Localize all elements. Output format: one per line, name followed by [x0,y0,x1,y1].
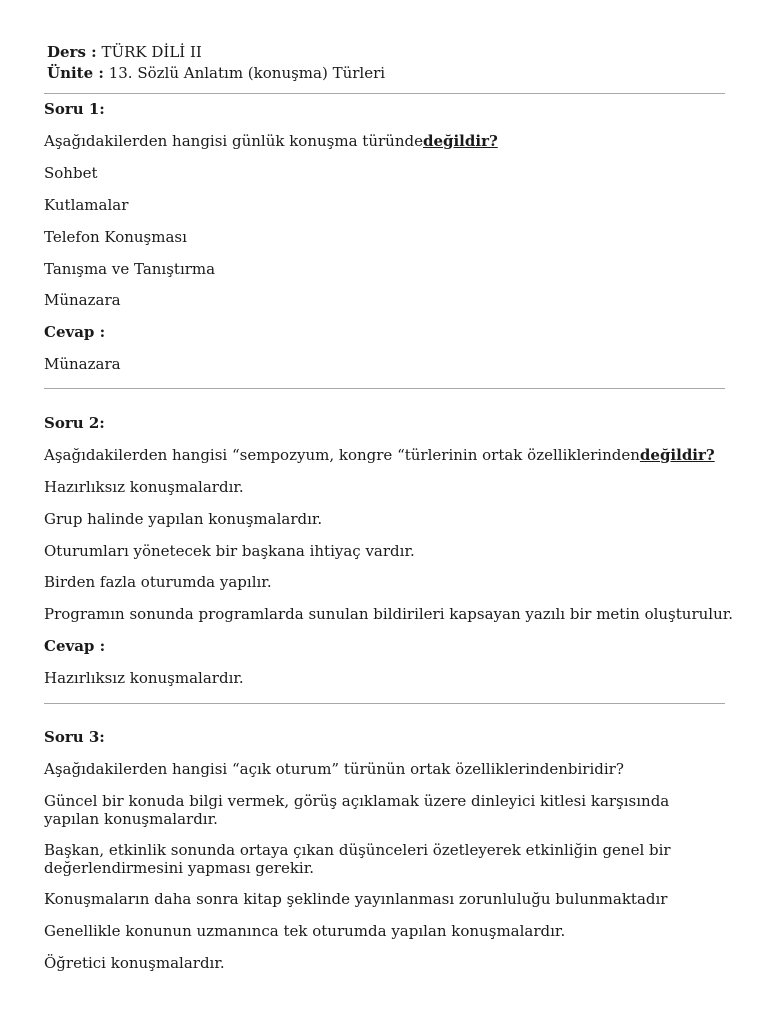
question-1-option-2: Kutlamalar [44,196,129,214]
question-1-answer: Münazara [44,355,121,373]
question-1-option-1: Sohbet [44,164,98,182]
question-2-option-5: Programın sonunda programlarda sunulan bildirileri kapsayan yazılı bir metin oluşturulur. [44,605,734,623]
question-2-text [44,446,734,464]
question-2-option-3: Oturumları yönetecek bir başkana ihtiyaç vardır. [44,542,415,560]
question-1-option-5: Münazara [44,291,121,309]
question-1-stem: Aşağıdakilerden hangisi günlük konuşma türünde [44,132,423,150]
document-header [47,42,385,84]
question-3-text: Aşağıdakilerden hangisi “açık oturum” türünün ortak özelliklerindenbiridir? [44,760,624,778]
unit-label: Ünite : [47,64,104,82]
question-2-option-2: Grup halinde yapılan konuşmalardır. [44,510,323,528]
question-1-option-4: Tanışma ve Tanıştırma [44,260,216,278]
question-1-option-3: Telefon Konuşması [44,228,187,246]
unit-value: 13. Sözlü Anlatım (konuşma) Türleri [108,64,386,82]
question-3-option-1: Güncel bir konuda bilgi vermek, görüş açıklamak üzere dinleyici kitlesi karşısında yapılan konuşmalardır. [44,792,670,828]
question-1-emphasis: değildir? [422,132,498,150]
question-3-option-4: Genellikle konunun uzmanınca tek oturumda yapılan konuşmalardır. [44,922,566,940]
question-2-option-1: Hazırlıksız konuşmalardır. [44,478,244,496]
question-3-option-3: Konuşmaların daha sonra kitap şeklinde yayınlanması zorunluluğu bulunmaktadır [44,890,668,908]
question-1-text [44,132,734,150]
question-1-answer-label: Cevap : [44,323,106,341]
question-3-option-5: Öğretici konuşmalardır. [44,954,225,972]
unit-line [47,63,385,84]
question-1-title: Soru 1: [44,100,105,118]
course-label: Ders : [47,43,97,61]
divider [44,93,725,94]
divider [44,703,725,704]
question-3-title: Soru 3: [44,728,105,746]
question-2-title: Soru 2: [44,414,105,432]
question-2-answer: Hazırlıksız konuşmalardır. [44,669,244,687]
course-value: TÜRK DİLİ II [101,43,202,61]
question-3-option-2: Başkan, etkinlik sonunda ortaya çıkan düşünceleri özetleyerek etkinliğin genel bir değerlendirmesini yapması gerekir. [44,841,671,877]
question-2-emphasis: değildir? [639,446,715,464]
divider [44,388,725,389]
question-2-answer-label: Cevap : [44,637,106,655]
question-2-option-4: Birden fazla oturumda yapılır. [44,573,272,591]
question-2-stem: Aşağıdakilerden hangisi “sempozyum, kongre “türlerinin ortak özelliklerinden [44,446,640,464]
course-line [47,42,385,63]
